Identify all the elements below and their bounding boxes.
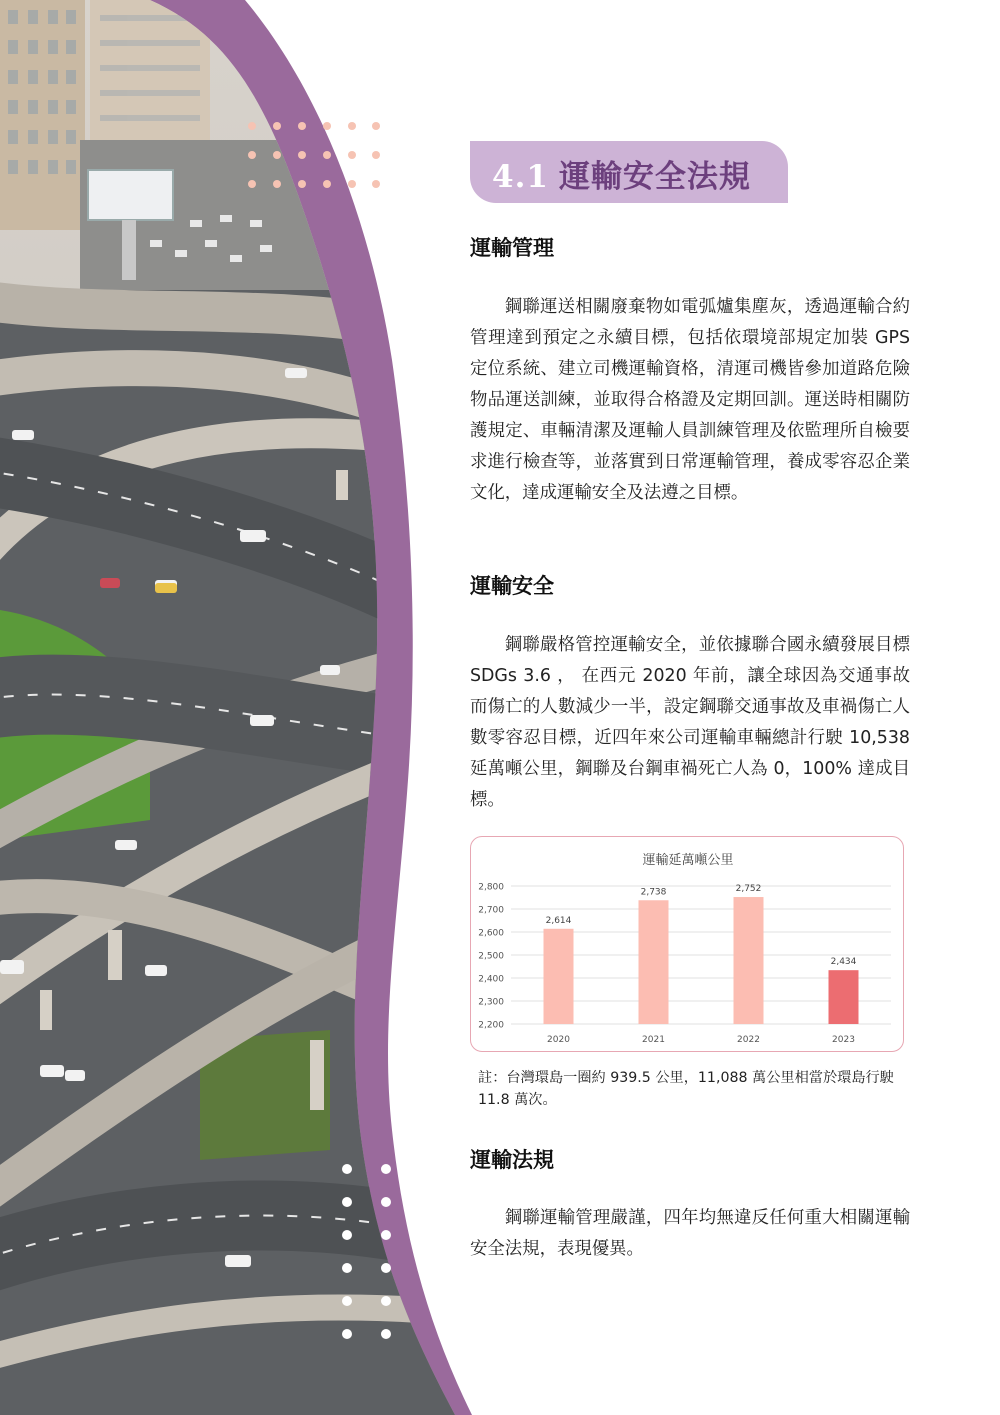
- value-label: 2,434: [830, 957, 857, 968]
- bar-2022: [734, 897, 764, 1024]
- chart-y-axis: [478, 883, 504, 1031]
- chart-bars: [544, 897, 859, 1024]
- section-title: [492, 151, 751, 196]
- heading-transport-safety: 運輸安全: [470, 574, 554, 598]
- y-tick-label: 2,700: [478, 905, 504, 916]
- paragraph-transport-management: 鋼聯運送相關廢棄物如電弧爐集塵灰，透過運輸合約管理達到預定之永續目標，包括依環境部規定加裝 GPS 定位系統、建立司機運輸資格，清運司機皆參加道路危險物品運送訓練，並取得合格證及定期回訓。運送時相關防護規定、車輛清潔及運輸人員訓練管理及依監理所自檢要求進行檢查等，並落實到日常運輸管理，養成零容忍企業文化，達成運輸安全及法遵之目標。: [470, 297, 910, 503]
- chart-title: 運輸延萬噸公里: [642, 853, 734, 868]
- y-tick-label: 2,300: [478, 997, 504, 1008]
- bar-2020: [544, 929, 574, 1024]
- bar-chart-svg: [471, 837, 905, 1053]
- highway-illustration: [0, 0, 480, 1415]
- y-tick-label: 2,800: [478, 882, 504, 893]
- paragraph-transport-regulations: 鋼聯運輸管理嚴謹，四年均無違反任何重大相關運輸安全法規，表現優異。: [470, 1208, 910, 1259]
- section-banner: [470, 141, 788, 203]
- y-tick-label: 2,500: [478, 951, 504, 962]
- cover-photo-highway-interchange: [0, 0, 480, 1415]
- value-label: 2,752: [735, 884, 762, 895]
- x-tick-label: 2021: [642, 1035, 665, 1045]
- bar-2023: [829, 970, 859, 1024]
- chart-x-axis: [547, 1035, 855, 1045]
- bar-2021: [639, 900, 669, 1024]
- paragraph-transport-safety: 鋼聯嚴格管控運輸安全，並依據聯合國永續發展目標 SDGs 3.6 ， 在西元 2020 年前，讓全球因為交通事故而傷亡的人數減少一半，設定鋼聯交通事故及車禍傷亡人數零容忍目標，近四年來公司運輸車輛總計行駛 10,538 延萬噸公里，鋼聯及台鋼車禍死亡人為 0，100% 達成目標。: [470, 635, 910, 810]
- y-tick-label: 2,400: [478, 974, 504, 985]
- x-tick-label: 2023: [832, 1035, 855, 1045]
- value-label: 2,738: [640, 887, 667, 898]
- heading-transport-management: 運輸管理: [470, 236, 554, 260]
- bar-chart: [470, 836, 904, 1052]
- chart-footnote: 註：台灣環島一圈約 939.5 公里，11,088 萬公里相當於環島行駛 11.8 萬次。: [478, 1070, 894, 1108]
- y-tick-label: 2,200: [478, 1020, 504, 1031]
- section-title-text: 運輸安全法規: [558, 159, 751, 195]
- heading-transport-regulations: 運輸法規: [470, 1148, 554, 1172]
- x-tick-label: 2022: [737, 1035, 760, 1045]
- value-label: 2,614: [545, 915, 572, 926]
- x-tick-label: 2020: [547, 1035, 570, 1045]
- section-number: 4.1: [492, 159, 549, 195]
- y-tick-label: 2,600: [478, 928, 504, 939]
